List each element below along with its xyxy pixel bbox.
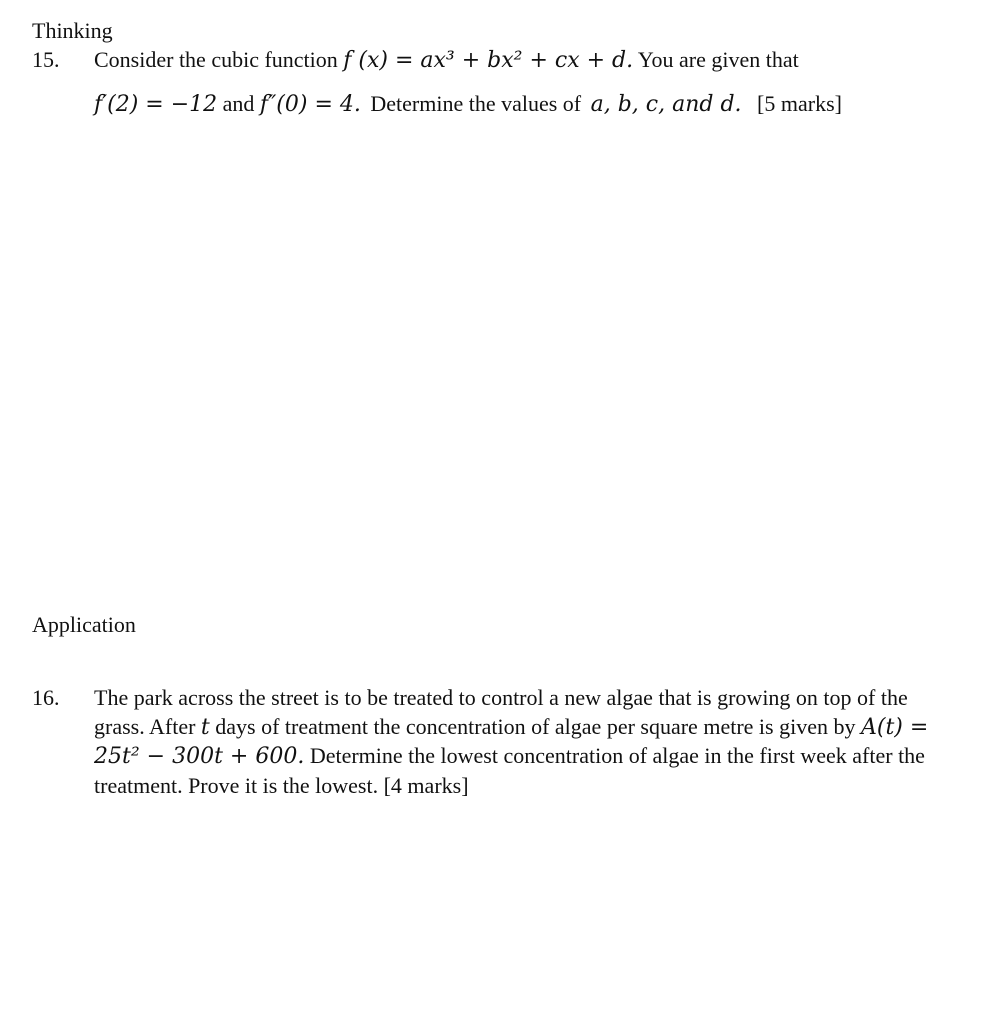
concentration-formula: A(t) = 25t² − 300t + 600. xyxy=(94,714,929,769)
section-heading-thinking: Thinking xyxy=(32,18,113,43)
question-text: You are given that xyxy=(637,47,799,72)
question-number: 16. xyxy=(32,685,60,710)
question-text: Consider the cubic function xyxy=(94,47,338,72)
condition-first-derivative: f′(2) = −12 xyxy=(94,92,218,117)
section-heading-application: Application xyxy=(32,612,136,637)
marks-label: [4 marks] xyxy=(383,772,469,798)
question-text: and xyxy=(222,91,255,116)
question-text: The park across the street is to be treated to control a new algae that is growing on top of the grass. After xyxy=(94,685,908,739)
time-variable: t xyxy=(200,714,210,740)
question-text: days of treatment the concentration of algae per square metre is given by xyxy=(215,713,856,739)
unknown-variables: a, b, c, and d. xyxy=(590,92,742,117)
question-text: Determine the lowest concentration of algae in the first week after the treatment. Prove it is the lowest. xyxy=(94,743,925,798)
condition-second-derivative: f″(0) = 4. xyxy=(259,92,361,117)
question-body xyxy=(94,684,954,800)
question-number: 15. xyxy=(32,47,60,72)
question-text-line-2 xyxy=(94,90,842,119)
marks-label: [5 marks] xyxy=(757,91,842,116)
function-formula: f (x) = ax³ + bx² + cx + d. xyxy=(343,48,634,73)
question-text: Determine the values of xyxy=(370,91,582,116)
question-text-line-1 xyxy=(94,46,799,75)
